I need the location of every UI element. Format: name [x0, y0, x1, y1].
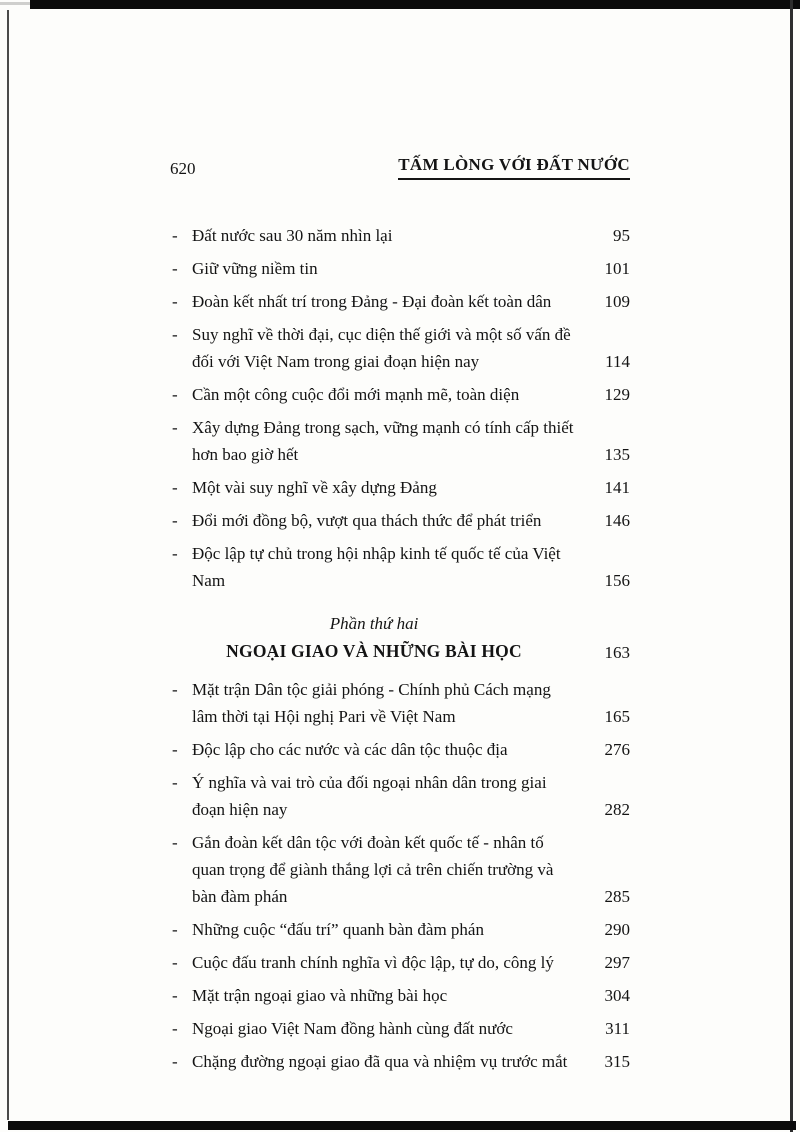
entry-text-line: Suy nghĩ về thời đại, cục diện thế giới và một số vấn đề [192, 325, 571, 344]
toc-entry [170, 829, 630, 910]
entry-page-number: 285 [604, 887, 630, 906]
entry-text-line: Đổi mới đồng bộ, vượt qua thách thức để phát triển [192, 511, 542, 530]
toc-entry [170, 222, 630, 249]
entry-text [192, 540, 578, 594]
entry-text-line: Ý nghĩa và vai trò của đối ngoại nhân dân trong giai [192, 773, 547, 792]
entry-dash-marker: - [172, 226, 178, 245]
entry-dash-marker: - [172, 325, 178, 344]
entry-text [192, 255, 578, 282]
entry-dash-marker: - [172, 418, 178, 437]
entry-text [192, 414, 578, 468]
entry-text [192, 222, 578, 249]
entry-text-line: Đoàn kết nhất trí trong Đảng - Đại đoàn kết toàn dân [192, 292, 552, 311]
entry-page-number: 304 [604, 986, 630, 1005]
entry-text-line: Một vài suy nghĩ về xây dựng Đảng [192, 478, 437, 497]
toc-entry [170, 1048, 630, 1075]
toc-entry [170, 507, 630, 534]
section-page-number: 163 [604, 643, 630, 662]
entry-dash-marker: - [172, 511, 178, 530]
entry-page-number: 101 [604, 259, 630, 278]
entry-dash-marker: - [172, 1019, 178, 1038]
toc-entry [170, 474, 630, 501]
toc-entry [170, 676, 630, 730]
section-title: NGOẠI GIAO VÀ NHỮNG BÀI HỌC [226, 641, 522, 661]
entry-page-number: 141 [604, 478, 630, 497]
entry-text [192, 507, 578, 534]
entry-text-line: Ngoại giao Việt Nam đồng hành cùng đất nước [192, 1019, 513, 1038]
entry-text [192, 736, 578, 763]
entry-dash-marker: - [172, 478, 178, 497]
entry-page-number: 290 [604, 920, 630, 939]
entry-text [192, 321, 578, 375]
toc-entry [170, 982, 630, 1009]
toc-entry [170, 321, 630, 375]
entry-text-line: Chặng đường ngoại giao đã qua và nhiệm vụ trước mắt [192, 1052, 568, 1071]
entry-dash-marker: - [172, 920, 178, 939]
entry-page-number: 297 [604, 953, 630, 972]
entry-text-line: Giữ vững niềm tin [192, 259, 318, 278]
scan-bottom-bar [8, 1121, 796, 1130]
entry-text-line: Độc lập tự chủ trong hội nhập kinh tế quốc tế của Việt Nam [192, 544, 561, 590]
toc-entry [170, 1015, 630, 1042]
entry-text-line: Độc lập cho các nước và các dân tộc thuộc địa [192, 740, 508, 759]
entry-page-number: 135 [604, 445, 630, 464]
entry-dash-marker: - [172, 986, 178, 1005]
entry-dash-marker: - [172, 544, 178, 563]
entry-text [192, 949, 578, 976]
entry-text-line: đối với Việt Nam trong giai đoạn hiện nay [192, 352, 480, 371]
running-title: TẤM LÒNG VỚI ĐẤT NƯỚC [398, 155, 630, 180]
entry-dash-marker: - [172, 773, 178, 792]
section-heading [170, 610, 630, 666]
entry-text [192, 381, 578, 408]
entry-text [192, 829, 578, 910]
entry-text [192, 769, 578, 823]
entry-text [192, 676, 578, 730]
entry-text-line: hơn bao giờ hết [192, 445, 299, 464]
scan-top-left-smudge [0, 2, 30, 5]
entry-dash-marker: - [172, 1052, 178, 1071]
entry-page-number: 282 [604, 800, 630, 819]
entry-text [192, 916, 578, 943]
entry-text [192, 474, 578, 501]
entry-page-number: 109 [604, 292, 630, 311]
entry-text-line: Gắn đoàn kết dân tộc với đoàn kết quốc tế - nhân tố [192, 833, 544, 852]
entry-text-line: lâm thời tại Hội nghị Pari về Việt Nam [192, 707, 456, 726]
toc-entry [170, 255, 630, 282]
entry-page-number: 165 [604, 707, 630, 726]
entry-text-line: Xây dựng Đảng trong sạch, vững mạnh có tính cấp thiết [192, 418, 574, 437]
entry-dash-marker: - [172, 740, 178, 759]
entry-text [192, 1015, 578, 1042]
entry-page-number: 129 [604, 385, 630, 404]
entry-page-number: 311 [605, 1019, 630, 1038]
toc-entry [170, 381, 630, 408]
toc-entry [170, 916, 630, 943]
toc-entry [170, 288, 630, 315]
entry-page-number: 315 [604, 1052, 630, 1071]
page-body [170, 155, 630, 1081]
entry-dash-marker: - [172, 680, 178, 699]
page-number: 620 [170, 159, 196, 178]
page-header [170, 155, 630, 180]
entry-text-line: quan trọng để giành thắng lợi cả trên chiến trường và [192, 860, 554, 879]
entry-page-number: 146 [604, 511, 630, 530]
toc-entry [170, 414, 630, 468]
entry-dash-marker: - [172, 953, 178, 972]
scan-right-edge [790, 0, 793, 1132]
entry-text-line: Cuộc đấu tranh chính nghĩa vì độc lập, tự do, công lý [192, 953, 554, 972]
entry-page-number: 114 [605, 352, 630, 371]
entry-text-line: Những cuộc “đấu trí” quanh bàn đàm phán [192, 920, 484, 939]
entry-text-line: Đất nước sau 30 năm nhìn lại [192, 226, 393, 245]
section-part-label: Phần thứ hai [329, 614, 419, 633]
entry-dash-marker: - [172, 385, 178, 404]
entry-text [192, 1048, 578, 1075]
entry-page-number: 95 [613, 226, 630, 245]
entry-text-line: Mặt trận Dân tộc giải phóng - Chính phủ Cách mạng [192, 680, 551, 699]
entry-text [192, 288, 578, 315]
table-of-contents [170, 222, 630, 1075]
section-title-row [170, 637, 630, 666]
entry-page-number: 276 [604, 740, 630, 759]
entry-text-line: bàn đàm phán [192, 887, 288, 906]
entry-page-number: 156 [604, 571, 630, 590]
scan-top-bar [30, 0, 800, 9]
entry-dash-marker: - [172, 833, 178, 852]
toc-entry [170, 949, 630, 976]
entry-text-line: Mặt trận ngoại giao và những bài học [192, 986, 448, 1005]
scan-left-edge [7, 10, 9, 1120]
toc-entry [170, 540, 630, 594]
entry-dash-marker: - [172, 259, 178, 278]
entry-text [192, 982, 578, 1009]
toc-entry [170, 769, 630, 823]
entry-dash-marker: - [172, 292, 178, 311]
entry-text-line: Cần một công cuộc đổi mới mạnh mẽ, toàn diện [192, 385, 520, 404]
toc-entry [170, 736, 630, 763]
entry-text-line: đoạn hiện nay [192, 800, 288, 819]
